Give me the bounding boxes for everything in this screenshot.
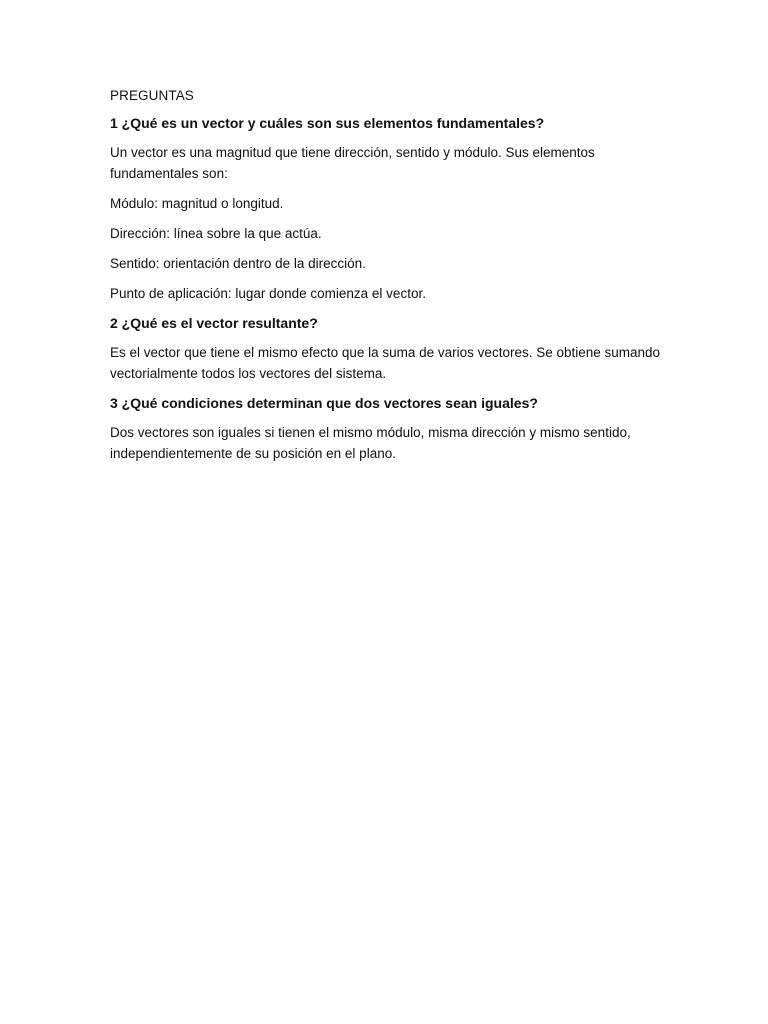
- answer-1-item-direccion: Dirección: línea sobre la que actúa.: [110, 226, 322, 241]
- question-1-heading: 1 ¿Qué es un vector y cuáles son sus elementos fundamentales?: [110, 115, 545, 131]
- question-3-heading: 3 ¿Qué condiciones determinan que dos vectores sean iguales?: [110, 395, 538, 411]
- answer-3-paragraph: Dos vectores son iguales si tienen el mismo módulo, misma dirección y mismo sentido, independientemente de su posición en el plano.: [110, 425, 631, 461]
- answer-1-item-sentido: Sentido: orientación dentro de la dirección.: [110, 256, 366, 271]
- question-2-heading: 2 ¿Qué es el vector resultante?: [110, 315, 318, 331]
- answer-2-paragraph: Es el vector que tiene el mismo efecto que la suma de varios vectores. Se obtiene sumando vectorialmente todos los vectores del sistema.: [110, 345, 661, 381]
- document-title: PREGUNTAS: [110, 88, 194, 103]
- answer-1-item-modulo: Módulo: magnitud o longitud.: [110, 196, 284, 211]
- answer-1-paragraph: Un vector es una magnitud que tiene dirección, sentido y módulo. Sus elementos fundamentales son:: [110, 145, 595, 181]
- answer-1-item-punto-aplicacion: Punto de aplicación: lugar donde comienza el vector.: [110, 286, 426, 301]
- document-body: [110, 86, 670, 473]
